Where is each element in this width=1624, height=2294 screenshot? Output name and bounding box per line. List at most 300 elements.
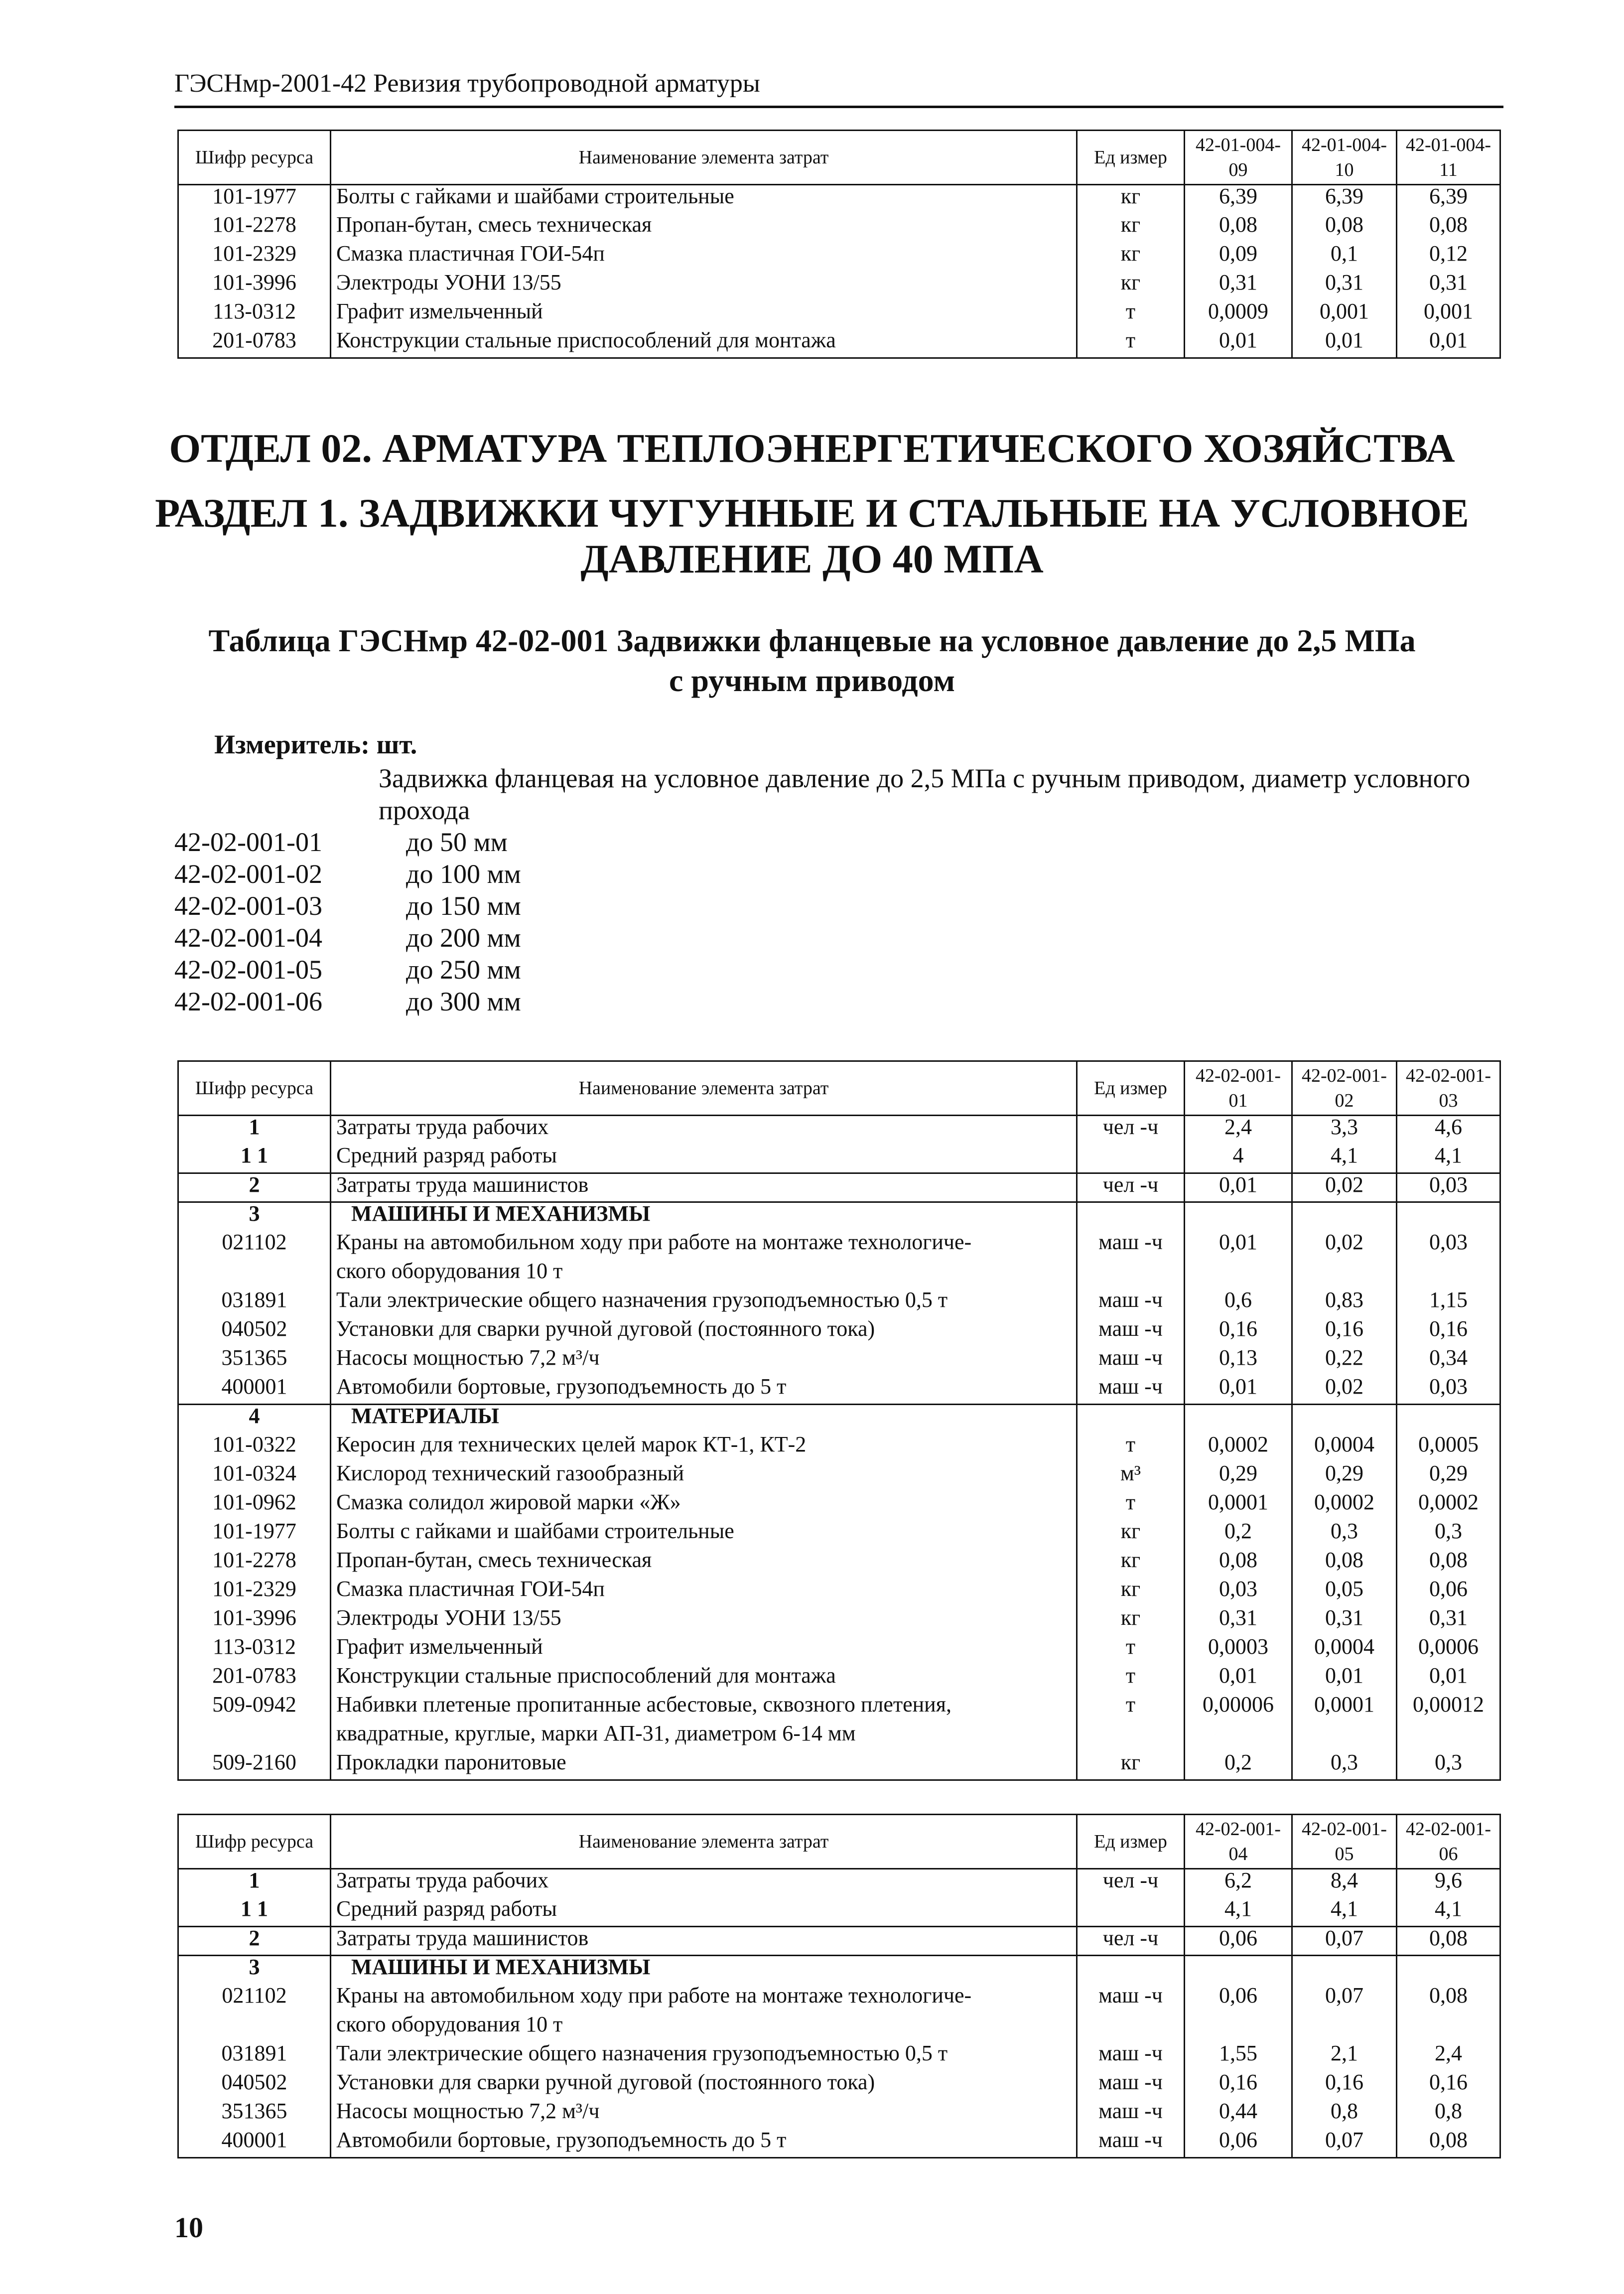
table-row (178, 1202, 1500, 1231)
cell-unit: кг (1077, 185, 1185, 214)
cell-value (1397, 1405, 1500, 1434)
cell-value: 4,1 (1292, 1145, 1397, 1173)
cell-resource-code: 040502 (178, 1318, 331, 1347)
cell-cost-element: Болты с гайками и шайбами строительные (331, 185, 1077, 214)
cell-value (1185, 1260, 1292, 1289)
cell-value: 4,6 (1397, 1116, 1500, 1145)
cell-resource-code: 400001 (178, 2129, 331, 2158)
cell-value: 0,16 (1292, 2071, 1397, 2100)
cell-value: 0,01 (1185, 1665, 1292, 1694)
col-header-norm: 42-01-004-09 (1185, 131, 1292, 185)
cell-resource-code: 101-3996 (178, 272, 331, 300)
cell-value (1185, 1405, 1292, 1434)
option-code: 42-02-001-02 (174, 859, 322, 889)
cell-value: 4,1 (1397, 1898, 1500, 1927)
cell-value: 0,34 (1397, 1347, 1500, 1376)
col-header-norm: 42-01-004-10 (1292, 131, 1397, 185)
cell-value: 0,3 (1397, 1751, 1500, 1780)
col-header-norm: 42-02-001-03 (1397, 1061, 1500, 1116)
table-row (178, 185, 1500, 214)
cell-value: 0,29 (1397, 1462, 1500, 1491)
cell-unit: т (1077, 1434, 1185, 1462)
cell-cost-element: ского оборудования 10 т (331, 2013, 1077, 2042)
table-row (178, 1491, 1500, 1520)
col-header-name: Наименование элемента затрат (331, 1061, 1077, 1116)
table-row (178, 272, 1500, 300)
cell-unit: кг (1077, 214, 1185, 243)
cell-unit (1077, 1898, 1185, 1927)
col-header-norm: 42-02-001-06 (1397, 1815, 1500, 1869)
col-header-code: Шифр ресурса (178, 131, 331, 185)
cell-unit: чел -ч (1077, 1869, 1185, 1898)
cell-value: 0,13 (1185, 1347, 1292, 1376)
section-title-line2: ДАВЛЕНИЕ ДО 40 МПА (580, 536, 1044, 581)
cell-value: 0,08 (1292, 214, 1397, 243)
cell-cost-element: Керосин для технических целей марок КТ-1, КТ-2 (331, 1434, 1077, 1462)
table-row (178, 2071, 1500, 2100)
cell-cost-element: Смазка пластичная ГОИ-54п (331, 243, 1077, 272)
cell-cost-element: ского оборудования 10 т (331, 1260, 1077, 1289)
cell-value (1292, 1722, 1397, 1751)
cell-value (1185, 1722, 1292, 1751)
cell-value: 0,00012 (1397, 1694, 1500, 1722)
cell-value: 0,06 (1185, 2129, 1292, 2158)
cell-cost-element: Графит измельченный (331, 300, 1077, 329)
section-title-line1: РАЗДЕЛ 1. ЗАДВИЖКИ ЧУГУННЫЕ И СТАЛЬНЫЕ НА УСЛОВНОЕ (155, 490, 1469, 536)
table-row (178, 1289, 1500, 1318)
cell-resource-code: 2 (178, 1173, 331, 1202)
cell-resource-code: 101-0962 (178, 1491, 331, 1520)
cell-resource-code: 201-0783 (178, 329, 331, 358)
cell-unit: чел -ч (1077, 1173, 1185, 1202)
cell-resource-code: 101-2278 (178, 1549, 331, 1578)
cell-value: 1,15 (1397, 1289, 1500, 1318)
col-header-code: Шифр ресурса (178, 1061, 331, 1116)
cell-value: 0,0006 (1397, 1636, 1500, 1665)
resource-table-continued (177, 1814, 1501, 2158)
cell-value: 0,02 (1292, 1231, 1397, 1260)
cell-resource-code: 031891 (178, 1289, 331, 1318)
cell-value: 1,55 (1185, 2042, 1292, 2071)
table-row (178, 1956, 1500, 1985)
table-row (178, 1607, 1500, 1636)
cell-value: 0,16 (1292, 1318, 1397, 1347)
table-row (178, 1927, 1500, 1956)
cell-cost-element: квадратные, круглые, марки АП-31, диаметром 6-14 мм (331, 1722, 1077, 1751)
cell-value: 0,08 (1397, 1985, 1500, 2013)
cell-unit: маш -ч (1077, 2071, 1185, 2100)
cell-value: 2,4 (1397, 2042, 1500, 2071)
cell-value: 0,0001 (1185, 1491, 1292, 1520)
cell-cost-element: Графит измельченный (331, 1636, 1077, 1665)
cell-unit: м³ (1077, 1462, 1185, 1491)
table-title-line1: Таблица ГЭСНмр 42-02-001 Задвижки фланцевые на условное давление до 2,5 МПа (208, 623, 1416, 658)
option-code: 42-02-001-06 (174, 987, 322, 1016)
table-row (178, 1665, 1500, 1694)
cell-unit (1077, 1202, 1185, 1231)
cell-value: 0,06 (1185, 1985, 1292, 2013)
cell-value (1185, 1202, 1292, 1231)
cell-cost-element: МАШИНЫ И МЕХАНИЗМЫ (331, 1956, 1077, 1985)
cell-resource-code: 101-3996 (178, 1607, 331, 1636)
table-row (178, 1116, 1500, 1145)
cell-unit: кг (1077, 272, 1185, 300)
cell-value: 9,6 (1397, 1869, 1500, 1898)
cell-value: 0,0002 (1185, 1434, 1292, 1462)
option-value: до 50 мм (406, 827, 508, 857)
cell-resource-code: 101-0322 (178, 1434, 331, 1462)
cell-unit (1077, 1405, 1185, 1434)
cell-cost-element: Автомобили бортовые, грузоподъемность до 5 т (331, 1376, 1077, 1405)
option-code: 42-02-001-03 (174, 891, 322, 921)
cell-cost-element: Прокладки паронитовые (331, 1751, 1077, 1780)
header-rule (174, 106, 1503, 108)
cell-value: 0,16 (1185, 2071, 1292, 2100)
cell-unit (1077, 1145, 1185, 1173)
cell-value: 0,2 (1185, 1751, 1292, 1780)
cell-unit: кг (1077, 1520, 1185, 1549)
cell-unit: маш -ч (1077, 2129, 1185, 2158)
col-header-name: Наименование элемента затрат (331, 131, 1077, 185)
cell-unit: кг (1077, 1549, 1185, 1578)
cell-value: 0,31 (1292, 1607, 1397, 1636)
cell-value: 0,03 (1397, 1376, 1500, 1405)
col-header-unit: Ед измер (1077, 1061, 1185, 1116)
cell-cost-element: Пропан-бутан, смесь техническая (331, 214, 1077, 243)
cell-cost-element: Установки для сварки ручной дуговой (постоянного тока) (331, 1318, 1077, 1347)
cell-resource-code: 040502 (178, 2071, 331, 2100)
cell-value: 0,44 (1185, 2100, 1292, 2129)
department-title: ОТДЕЛ 02. АРМАТУРА ТЕПЛОЭНЕРГЕТИЧЕСКОГО ХОЗЯЙСТВА (169, 426, 1455, 471)
col-header-norm: 42-02-001-04 (1185, 1815, 1292, 1869)
cell-resource-code: 400001 (178, 1376, 331, 1405)
option-value: до 300 мм (406, 987, 521, 1016)
cell-cost-element: Установки для сварки ручной дуговой (постоянного тока) (331, 2071, 1077, 2100)
table-row (178, 1549, 1500, 1578)
cell-value: 0,2 (1185, 1520, 1292, 1549)
cell-unit: т (1077, 1491, 1185, 1520)
table-row (178, 1347, 1500, 1376)
table-row (178, 1722, 1500, 1751)
cell-value: 6,39 (1185, 185, 1292, 214)
cell-resource-code: 101-1977 (178, 1520, 331, 1549)
cell-unit: т (1077, 300, 1185, 329)
cell-resource-code: 1 1 (178, 1898, 331, 1927)
table-row (178, 1636, 1500, 1665)
cell-value: 6,39 (1292, 185, 1397, 214)
cell-unit: маш -ч (1077, 1231, 1185, 1260)
cell-value: 0,83 (1292, 1289, 1397, 1318)
cell-cost-element: Набивки плетеные пропитанные асбестовые, сквозного плетения, (331, 1694, 1077, 1722)
cell-value: 0,03 (1185, 1578, 1292, 1607)
cell-unit (1077, 1956, 1185, 1985)
cell-value (1292, 2013, 1397, 2042)
cell-value: 0,29 (1185, 1462, 1292, 1491)
cell-value: 6,2 (1185, 1869, 1292, 1898)
cell-value (1292, 1956, 1397, 1985)
cell-cost-element: Затраты труда машинистов (331, 1173, 1077, 1202)
option-value: до 150 мм (406, 891, 521, 921)
cell-value (1397, 1202, 1500, 1231)
table-row (178, 1376, 1500, 1405)
cell-value: 0,31 (1292, 272, 1397, 300)
cell-resource-code: 101-2329 (178, 1578, 331, 1607)
col-header-code: Шифр ресурса (178, 1815, 331, 1869)
cell-cost-element: Кислород технический газообразный (331, 1462, 1077, 1491)
cell-value: 0,07 (1292, 1985, 1397, 2013)
cell-value: 0,0009 (1185, 300, 1292, 329)
cell-cost-element: Затраты труда машинистов (331, 1927, 1077, 1956)
cell-value (1397, 2013, 1500, 2042)
option-value: до 100 мм (406, 859, 521, 889)
cell-unit: кг (1077, 1578, 1185, 1607)
cell-value (1397, 1260, 1500, 1289)
cell-cost-element: Краны на автомобильном ходу при работе на монтаже технологиче- (331, 1231, 1077, 1260)
table-row (178, 2100, 1500, 2129)
cell-value: 6,39 (1397, 185, 1500, 214)
cell-value (1185, 2013, 1292, 2042)
cell-cost-element: Средний разряд работы (331, 1145, 1077, 1173)
cell-unit: маш -ч (1077, 1318, 1185, 1347)
cell-resource-code: 509-2160 (178, 1751, 331, 1780)
cell-resource-code: 031891 (178, 2042, 331, 2071)
cell-unit: маш -ч (1077, 2100, 1185, 2129)
cell-cost-element: Затраты труда рабочих (331, 1116, 1077, 1145)
cell-value: 4 (1185, 1145, 1292, 1173)
table-row (178, 1462, 1500, 1491)
col-header-unit: Ед измер (1077, 131, 1185, 185)
cell-value: 0,05 (1292, 1578, 1397, 1607)
cell-resource-code: 3 (178, 1956, 331, 1985)
cell-value: 0,02 (1292, 1173, 1397, 1202)
cell-unit: кг (1077, 1607, 1185, 1636)
cell-resource-code (178, 2013, 331, 2042)
running-header: ГЭСНмр-2001-42 Ревизия трубопроводной арматуры (174, 69, 760, 98)
cell-cost-element: Пропан-бутан, смесь техническая (331, 1549, 1077, 1578)
cell-value: 8,4 (1292, 1869, 1397, 1898)
cell-cost-element: Смазка солидол жировой марки «Ж» (331, 1491, 1077, 1520)
cell-cost-element: Болты с гайками и шайбами строительные (331, 1520, 1077, 1549)
table-row (178, 1751, 1500, 1780)
cell-value: 0,01 (1185, 1173, 1292, 1202)
cell-resource-code: 509-0942 (178, 1694, 331, 1722)
table-row (178, 1520, 1500, 1549)
cell-cost-element: МАШИНЫ И МЕХАНИЗМЫ (331, 1202, 1077, 1231)
cell-resource-code: 113-0312 (178, 1636, 331, 1665)
table-row (178, 1694, 1500, 1722)
cell-value: 0,06 (1185, 1927, 1292, 1956)
cell-unit: маш -ч (1077, 1347, 1185, 1376)
cell-unit: маш -ч (1077, 1985, 1185, 2013)
cell-cost-element: Краны на автомобильном ходу при работе на монтаже технологиче- (331, 1985, 1077, 2013)
cell-value: 0,16 (1397, 2071, 1500, 2100)
cell-unit: т (1077, 1694, 1185, 1722)
cell-value: 0,08 (1397, 1549, 1500, 1578)
cell-cost-element: Конструкции стальные приспособлений для монтажа (331, 329, 1077, 358)
cell-value (1292, 1202, 1397, 1231)
cell-value: 0,0002 (1397, 1491, 1500, 1520)
cell-value: 0,09 (1185, 243, 1292, 272)
cell-value: 0,3 (1397, 1520, 1500, 1549)
cell-value: 4,1 (1397, 1145, 1500, 1173)
table-row (178, 2129, 1500, 2158)
cell-value: 0,3 (1292, 1751, 1397, 1780)
cell-value: 0,8 (1292, 2100, 1397, 2129)
cell-unit (1077, 1260, 1185, 1289)
cell-value: 0,00006 (1185, 1694, 1292, 1722)
table-row (178, 243, 1500, 272)
table-row (178, 1578, 1500, 1607)
table-row (178, 1405, 1500, 1434)
resource-table-top (177, 130, 1501, 359)
cell-resource-code (178, 1722, 331, 1751)
col-header-norm: 42-02-001-01 (1185, 1061, 1292, 1116)
table-row (178, 1260, 1500, 1289)
cell-value: 0,01 (1185, 329, 1292, 358)
option-code: 42-02-001-04 (174, 923, 322, 953)
measurement-unit: Измеритель: шт. (214, 729, 417, 759)
cell-unit: маш -ч (1077, 1376, 1185, 1405)
cell-unit: т (1077, 1636, 1185, 1665)
cell-resource-code: 101-1977 (178, 185, 331, 214)
cell-value: 0,29 (1292, 1462, 1397, 1491)
page-number: 10 (174, 2211, 203, 2244)
cell-value: 0,01 (1397, 1665, 1500, 1694)
cell-unit (1077, 2013, 1185, 2042)
cell-cost-element: Электроды УОНИ 13/55 (331, 1607, 1077, 1636)
cell-value: 0,0001 (1292, 1694, 1397, 1722)
cell-resource-code: 101-2278 (178, 214, 331, 243)
cell-value: 0,31 (1185, 272, 1292, 300)
table-row (178, 300, 1500, 329)
table-row (178, 1434, 1500, 1462)
cell-value: 0,01 (1292, 1665, 1397, 1694)
cell-value: 4,1 (1292, 1898, 1397, 1927)
cell-unit: т (1077, 329, 1185, 358)
cell-value: 0,0002 (1292, 1491, 1397, 1520)
cell-cost-element: Тали электрические общего назначения грузоподъемностью 0,5 т (331, 1289, 1077, 1318)
cell-value: 0,01 (1185, 1231, 1292, 1260)
cell-unit: т (1077, 1665, 1185, 1694)
cell-value: 0,08 (1397, 214, 1500, 243)
cell-resource-code (178, 1260, 331, 1289)
cell-value: 0,08 (1292, 1549, 1397, 1578)
cell-value: 0,01 (1397, 329, 1500, 358)
cell-value: 0,0005 (1397, 1434, 1500, 1462)
cell-cost-element: Смазка пластичная ГОИ-54п (331, 1578, 1077, 1607)
table-row (178, 1173, 1500, 1202)
cell-value: 0,16 (1397, 1318, 1500, 1347)
cell-value: 0,3 (1292, 1520, 1397, 1549)
table-row (178, 1869, 1500, 1898)
cell-value: 0,08 (1185, 1549, 1292, 1578)
cell-value: 4,1 (1185, 1898, 1292, 1927)
resource-table-main (177, 1060, 1501, 1781)
table-row (178, 1145, 1500, 1173)
cell-value: 0,01 (1185, 1376, 1292, 1405)
cell-resource-code: 021102 (178, 1231, 331, 1260)
col-header-norm: 42-01-004-11 (1397, 131, 1500, 185)
table-row (178, 2013, 1500, 2042)
cell-resource-code: 101-0324 (178, 1462, 331, 1491)
cell-value: 0,001 (1292, 300, 1397, 329)
cell-value: 0,07 (1292, 2129, 1397, 2158)
cell-value: 0,22 (1292, 1347, 1397, 1376)
cell-value (1292, 1405, 1397, 1434)
col-header-norm: 42-02-001-05 (1292, 1815, 1397, 1869)
cell-cost-element: Затраты труда рабочих (331, 1869, 1077, 1898)
cell-unit (1077, 1722, 1185, 1751)
cell-cost-element: Средний разряд работы (331, 1898, 1077, 1927)
cell-cost-element: Насосы мощностью 7,2 м³/ч (331, 1347, 1077, 1376)
cell-value: 0,03 (1397, 1231, 1500, 1260)
cell-value: 0,1 (1292, 243, 1397, 272)
cell-resource-code: 101-2329 (178, 243, 331, 272)
option-value: до 200 мм (406, 923, 521, 953)
cell-resource-code: 4 (178, 1405, 331, 1434)
cell-cost-element: МАТЕРИАЛЫ (331, 1405, 1077, 1434)
table-row (178, 1898, 1500, 1927)
cell-resource-code: 113-0312 (178, 300, 331, 329)
cell-cost-element: Тали электрические общего назначения грузоподъемностью 0,5 т (331, 2042, 1077, 2071)
cell-value: 0,0003 (1185, 1636, 1292, 1665)
cell-value: 0,0004 (1292, 1434, 1397, 1462)
cell-unit: маш -ч (1077, 2042, 1185, 2071)
cell-resource-code: 351365 (178, 1347, 331, 1376)
cell-resource-code: 351365 (178, 2100, 331, 2129)
cell-unit: маш -ч (1077, 1289, 1185, 1318)
cell-value: 3,3 (1292, 1116, 1397, 1145)
cell-value (1397, 1956, 1500, 1985)
table-row (178, 1318, 1500, 1347)
cell-resource-code: 1 (178, 1869, 331, 1898)
table-row (178, 1985, 1500, 2013)
cell-unit: чел -ч (1077, 1116, 1185, 1145)
cell-value: 0,001 (1397, 300, 1500, 329)
cell-value: 0,08 (1185, 214, 1292, 243)
cell-unit: чел -ч (1077, 1927, 1185, 1956)
work-description: Задвижка фланцевая на условное давление до 2,5 МПа с ручным приводом, диаметр условного прохода (379, 763, 1471, 825)
cell-value: 0,01 (1292, 329, 1397, 358)
cell-value: 2,1 (1292, 2042, 1397, 2071)
cell-value: 0,07 (1292, 1927, 1397, 1956)
cell-resource-code: 1 (178, 1116, 331, 1145)
option-value: до 250 мм (406, 955, 521, 985)
cell-value: 0,31 (1185, 1607, 1292, 1636)
cell-value (1292, 1260, 1397, 1289)
cell-value: 0,8 (1397, 2100, 1500, 2129)
cell-value: 0,0004 (1292, 1636, 1397, 1665)
cell-resource-code: 201-0783 (178, 1665, 331, 1694)
cell-resource-code: 1 1 (178, 1145, 331, 1173)
cell-value: 0,16 (1185, 1318, 1292, 1347)
cell-value: 0,08 (1397, 1927, 1500, 1956)
cell-cost-element: Автомобили бортовые, грузоподъемность до 5 т (331, 2129, 1077, 2158)
cell-value (1185, 1956, 1292, 1985)
cell-value: 0,12 (1397, 243, 1500, 272)
cell-value: 0,08 (1397, 2129, 1500, 2158)
col-header-norm: 42-02-001-02 (1292, 1061, 1397, 1116)
cell-value: 0,31 (1397, 272, 1500, 300)
table-row (178, 1231, 1500, 1260)
cell-value: 0,06 (1397, 1578, 1500, 1607)
cell-cost-element: Электроды УОНИ 13/55 (331, 272, 1077, 300)
cell-cost-element: Насосы мощностью 7,2 м³/ч (331, 2100, 1077, 2129)
cell-unit: кг (1077, 1751, 1185, 1780)
cell-value: 0,02 (1292, 1376, 1397, 1405)
option-code: 42-02-001-01 (174, 827, 322, 857)
cell-value: 0,6 (1185, 1289, 1292, 1318)
